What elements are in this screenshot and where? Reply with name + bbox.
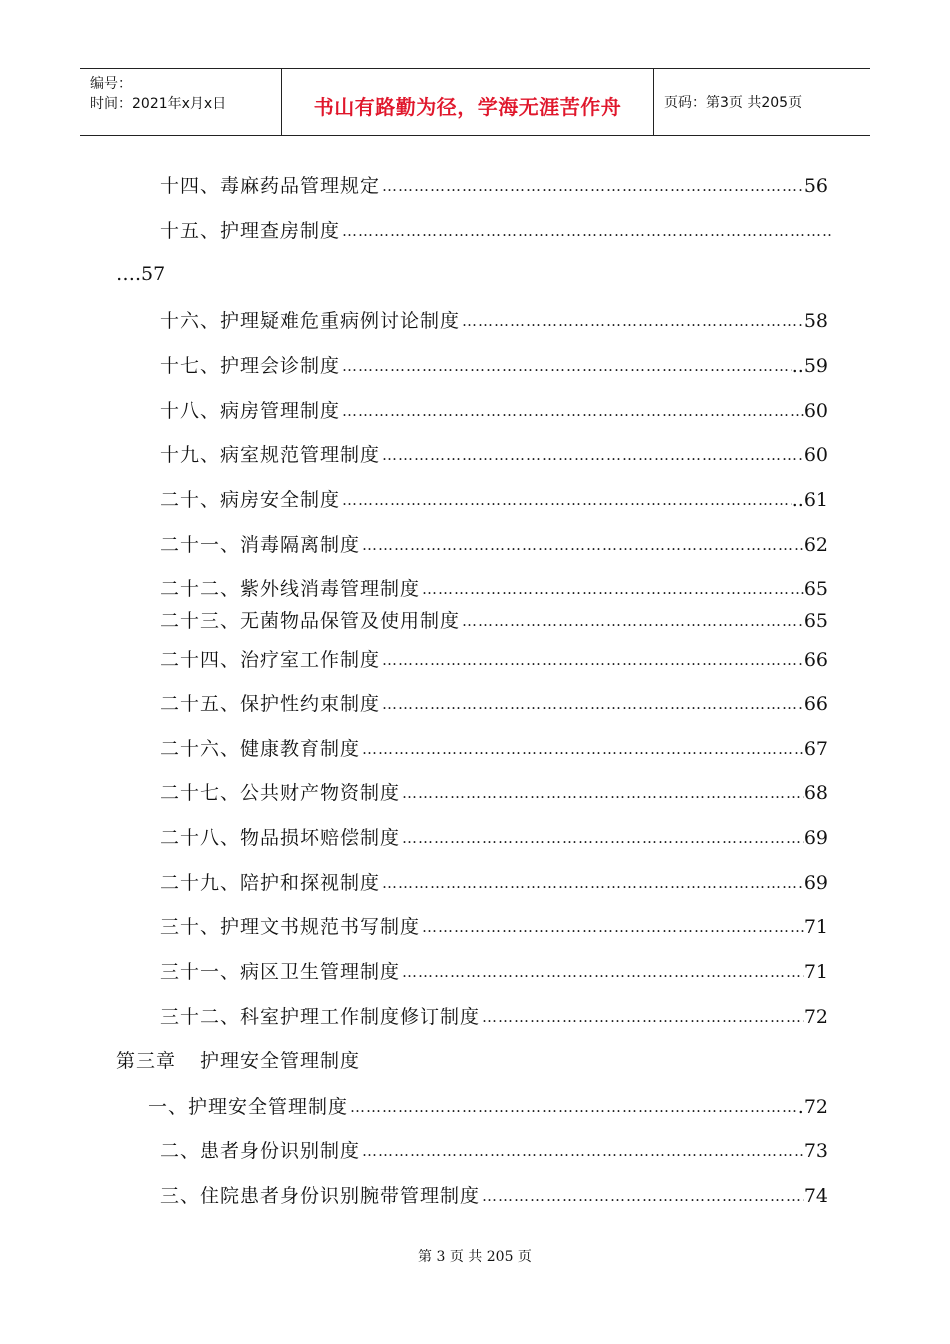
toc-leader [380, 443, 804, 467]
toc-entry-page: 56 [803, 175, 828, 197]
toc-leader [480, 1184, 804, 1208]
toc-leader [340, 399, 804, 423]
toc-leader [380, 648, 804, 672]
toc-entry-title: 二十三、无菌物品保管及使用制度 [160, 610, 461, 632]
document-number-label: 编号： [90, 76, 132, 92]
toc-entry-page: 69 [803, 827, 828, 849]
header-motto: 书山有路勤为径，学海无涯苦作舟 [313, 94, 622, 119]
toc-leader [400, 781, 804, 805]
toc-entry[interactable] [160, 1178, 828, 1208]
toc-leader [400, 826, 804, 850]
chapter-number: 第三章 [116, 1050, 177, 1072]
toc-entry-title: 二十七、公共财产物资制度 [160, 782, 401, 804]
toc-entry-title: 二十、病房安全制度 [160, 489, 341, 511]
toc-leader [380, 692, 804, 716]
chapter-heading[interactable] [116, 1046, 360, 1073]
toc-entry-title: 二十六、健康教育制度 [160, 738, 361, 760]
toc-entry-title: 二十八、物品损坏赔偿制度 [160, 827, 401, 849]
toc-entry[interactable] [160, 348, 828, 378]
toc-entry[interactable] [160, 865, 828, 895]
toc-entry[interactable] [160, 954, 828, 984]
toc-entry-title: 三十、护理文书规范书写制度 [160, 916, 421, 938]
toc-leader [360, 737, 804, 761]
toc-entry-page: ..59 [791, 355, 828, 377]
toc-entry-page: 60 [803, 400, 828, 422]
toc-entry[interactable] [160, 571, 828, 601]
toc-entry-page: 66 [803, 649, 828, 671]
toc-entry-title: 二十五、保护性约束制度 [160, 693, 381, 715]
toc-entry-page: ..61 [791, 489, 828, 511]
toc-entry-page: 72 [803, 1006, 828, 1028]
header-page-label: 页码：第3页 共205页 [664, 95, 803, 111]
toc-leader [360, 533, 804, 557]
toc-leader [420, 915, 804, 939]
toc-entry-title: 十六、护理疑难危重病例讨论制度 [160, 310, 461, 332]
chapter-title: 护理安全管理制度 [200, 1050, 361, 1072]
toc-entry[interactable] [160, 437, 828, 467]
toc-entry-title: 二十九、陪护和探视制度 [160, 872, 381, 894]
toc-entry[interactable] [160, 642, 828, 672]
toc-leader [360, 1139, 804, 1163]
toc-entry-title: 十八、病房管理制度 [160, 400, 341, 422]
toc-entry-page: 73 [803, 1140, 828, 1162]
toc-entry-page: 65 [803, 578, 828, 600]
toc-entry-page: 71 [803, 961, 828, 983]
toc-leader [340, 488, 792, 512]
toc-entry[interactable] [160, 603, 828, 633]
toc-entry[interactable] [160, 686, 828, 716]
toc-entry-title: 十七、护理会诊制度 [160, 355, 341, 377]
toc-leader [380, 871, 804, 895]
toc-entry-page: 66 [803, 693, 828, 715]
toc-entry[interactable] [160, 213, 832, 243]
toc-entry-title: 十五、护理查房制度 [160, 220, 341, 242]
toc-entry-title: 三、住院患者身份识别腕带管理制度 [160, 1185, 481, 1207]
toc-leader [460, 309, 804, 333]
toc-leader [480, 1005, 804, 1029]
toc-entry[interactable] [160, 731, 828, 761]
toc-leader [400, 960, 804, 984]
toc-leader [380, 174, 804, 198]
toc-entry-page: 67 [803, 738, 828, 760]
toc-entry[interactable] [160, 775, 828, 805]
toc-entry-title: 二、患者身份识别制度 [160, 1140, 361, 1162]
toc-entry-title: 十九、病室规范管理制度 [160, 444, 381, 466]
toc-entry-page: .72 [797, 1096, 828, 1118]
toc-entry[interactable] [160, 527, 828, 557]
toc-entry-page: 68 [803, 782, 828, 804]
toc-entry-page: 71 [803, 916, 828, 938]
toc-entry[interactable] [160, 482, 828, 512]
toc-entry-title: 十四、毒麻药品管理规定 [160, 175, 381, 197]
toc-entry[interactable] [160, 168, 828, 198]
toc-entry[interactable] [160, 303, 828, 333]
toc-entry-title: 三十一、病区卫生管理制度 [160, 961, 401, 983]
toc-entry-page: 58 [803, 310, 828, 332]
toc-entry-title: 三十二、科室护理工作制度修订制度 [160, 1006, 481, 1028]
toc-entry-title: 二十一、消毒隔离制度 [160, 534, 361, 556]
toc-leader [460, 609, 804, 633]
toc-entry-title: 二十二、紫外线消毒管理制度 [160, 578, 421, 600]
toc-entry-title: 二十四、治疗室工作制度 [160, 649, 381, 671]
toc-entry-continuation: ….57 [116, 263, 166, 285]
toc-entry-page: 60 [803, 444, 828, 466]
toc-leader [348, 1095, 798, 1119]
page-footer: 第 3 页 共 205 页 [418, 1249, 532, 1265]
document-time-label: 时间：2021年x月x日 [90, 96, 227, 112]
toc-entry[interactable] [160, 999, 828, 1029]
toc-entry-title: 一、护理安全管理制度 [148, 1096, 349, 1118]
toc-entry-page: 74 [803, 1185, 828, 1207]
toc-entry-page: 69 [803, 872, 828, 894]
toc-leader [340, 354, 792, 378]
toc-entry[interactable] [160, 909, 828, 939]
toc-entry[interactable] [160, 1133, 828, 1163]
toc-leader [340, 219, 832, 243]
toc-entry[interactable] [148, 1089, 828, 1119]
toc-leader [420, 577, 804, 601]
toc-entry-page: 65 [803, 610, 828, 632]
toc-entry-page: 62 [803, 534, 828, 556]
toc-entry[interactable] [160, 820, 828, 850]
toc-entry[interactable] [160, 393, 828, 423]
